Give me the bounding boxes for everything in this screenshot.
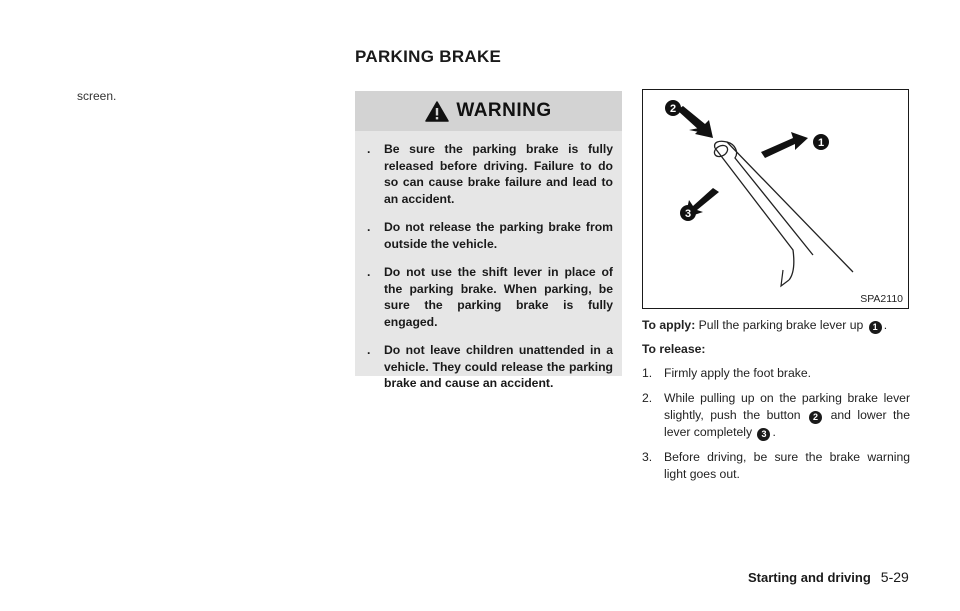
callout-1-label: 1 (817, 137, 825, 149)
warning-item-text: Be sure the parking brake is fully released before driving. Failure to do so can cause brake failure and lead to an accident. (384, 142, 613, 206)
step-text: While pulling up on the parking brake lever slightly, push the button (664, 391, 910, 422)
step (642, 365, 910, 382)
callout-2-label: 2 (669, 103, 677, 115)
continued-text: screen. (77, 89, 117, 103)
warning-item (367, 141, 613, 207)
apply-paragraph (642, 317, 910, 334)
step-end: . (772, 425, 776, 439)
ref-circle-1: 1 (869, 321, 882, 334)
step-text: and lower the lever completely (664, 408, 910, 439)
warning-triangle-icon (425, 101, 449, 122)
parking-brake-lever-illustration (643, 90, 908, 308)
step-number: 3. (642, 450, 653, 464)
warning-item-text: Do not leave children unattended in a vehicle. They could release the parking brake and cause an accident. (384, 343, 613, 390)
warning-item (367, 342, 613, 392)
warning-header (355, 91, 622, 131)
instructions (642, 317, 910, 491)
parking-brake-figure (642, 89, 909, 309)
bullet: . (367, 265, 371, 279)
apply-label: To apply: (642, 318, 696, 332)
step-text: Firmly apply the foot brake. (664, 366, 811, 380)
page-footer (748, 569, 909, 585)
step-number: 1. (642, 366, 653, 380)
warning-list (367, 141, 613, 404)
warning-item-text: Do not use the shift lever in place of the parking brake. When parking, be sure the parking brake is fully engaged. (384, 265, 613, 329)
warning-title: WARNING (456, 100, 552, 121)
callout-1 (813, 134, 829, 150)
ref-circle-3: 3 (757, 428, 770, 441)
footer-section: Starting and driving (748, 570, 871, 585)
apply-text: Pull the parking brake lever up (698, 318, 864, 332)
callout-3-label: 3 (684, 208, 692, 220)
ref-circle-2: 2 (809, 411, 822, 424)
page-title: PARKING BRAKE (355, 47, 502, 66)
callout-2 (665, 100, 681, 116)
step (642, 449, 910, 483)
warning-item (367, 219, 613, 252)
figure-code: SPA2110 (860, 293, 903, 305)
release-label: To release: (642, 342, 706, 356)
apply-end: . (883, 318, 888, 332)
warning-box (355, 91, 622, 390)
warning-item (367, 264, 613, 330)
page-number: 5-29 (880, 569, 909, 585)
callout-3 (680, 205, 696, 221)
step-text: Before driving, be sure the brake warning light goes out. (664, 450, 910, 481)
bullet: . (367, 343, 371, 357)
bullet: . (367, 220, 371, 234)
step (642, 390, 910, 441)
step-number: 2. (642, 391, 653, 405)
bullet: . (367, 142, 371, 156)
warning-item-text: Do not release the parking brake from outside the vehicle. (384, 220, 613, 251)
